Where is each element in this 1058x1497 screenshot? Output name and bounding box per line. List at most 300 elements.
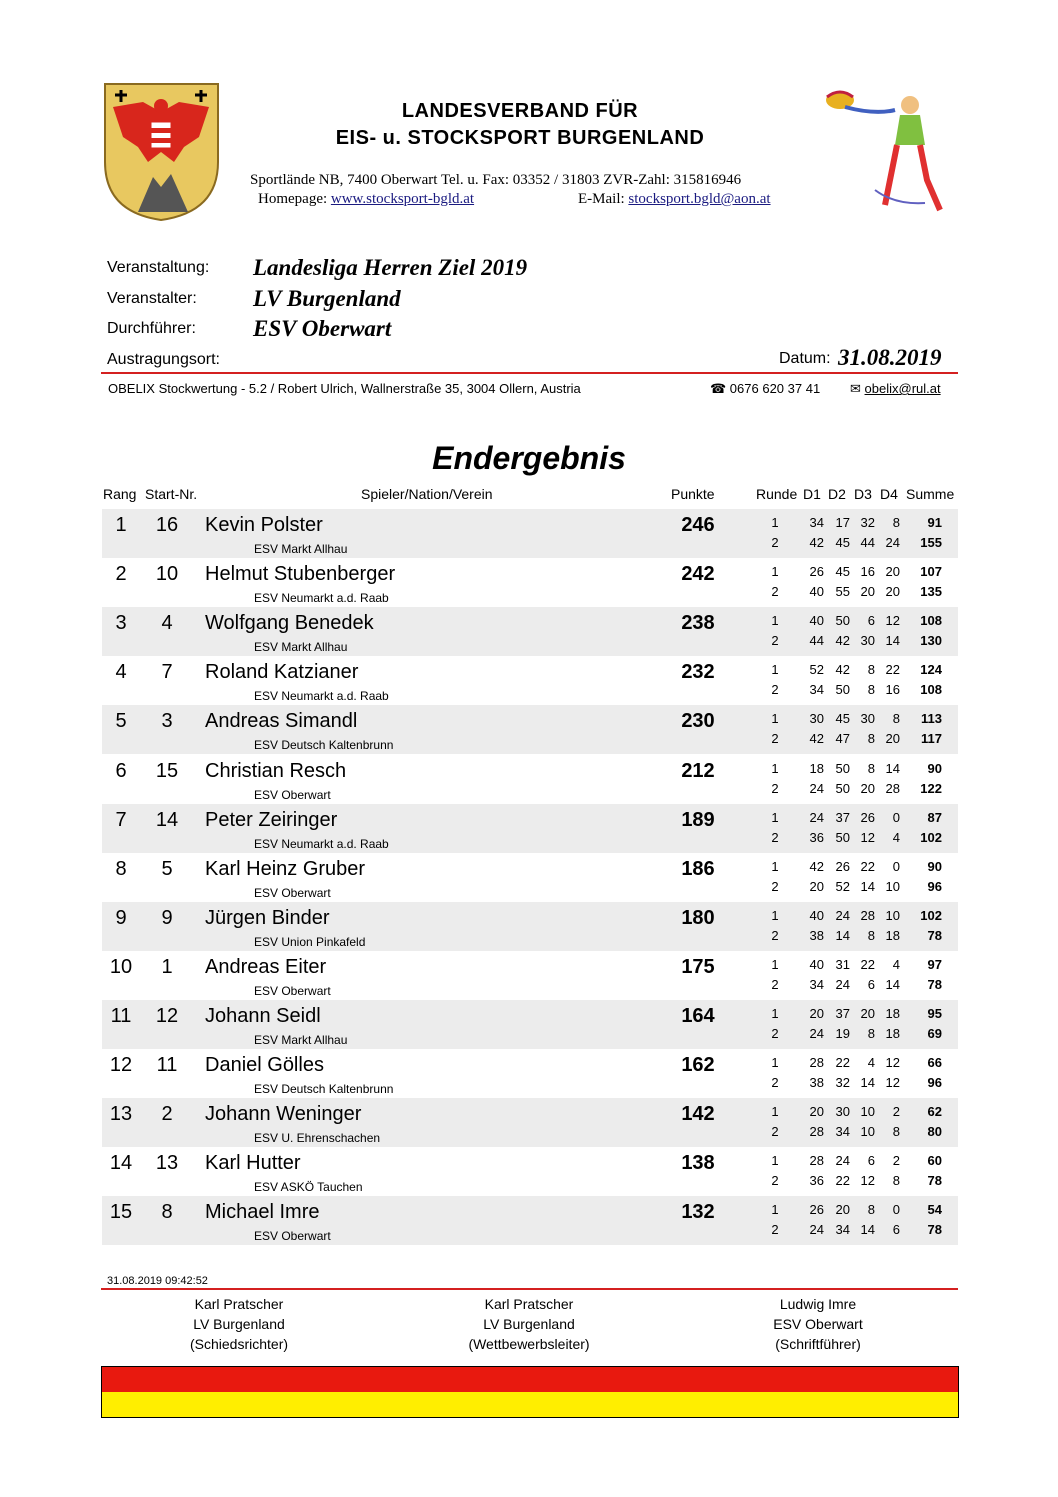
durchgang-1-cell: 20: [809, 1104, 824, 1120]
veranstalter-value: LV Burgenland: [253, 286, 401, 311]
round-number: 2: [771, 976, 779, 992]
player-club: ESV Neumarkt a.d. Raab: [254, 689, 389, 704]
durchgang-2-cell: 34: [835, 1124, 850, 1140]
round-number: 1: [771, 515, 779, 530]
points-cell: 186: [681, 857, 715, 880]
round-sum-cell: 78: [927, 927, 942, 943]
round-number: 1: [771, 711, 779, 727]
start-number-cell: 12: [155, 1005, 179, 1027]
durchgang-2-cell: 26: [835, 858, 850, 874]
durchgang-2-cell: 50: [835, 682, 850, 698]
player-name: Christian Resch: [205, 759, 347, 782]
round-number: 1: [771, 907, 779, 923]
player-club: ESV Markt Allhau: [254, 640, 348, 655]
durchgang-2-cell: 47: [835, 731, 850, 747]
durchgang-4-cell: 4: [892, 956, 900, 972]
austragungsort-label: Austragungsort:: [107, 351, 220, 368]
round-sum-cell: 108: [920, 682, 942, 698]
durchgang-4-cell: 6: [892, 1222, 900, 1238]
player-name: Andreas Eiter: [205, 955, 327, 978]
durchgang-4-cell: 22: [885, 662, 900, 678]
durchgang-3-cell: 12: [860, 1173, 875, 1189]
round-sum-cell: 69: [927, 1026, 942, 1041]
durchgang-2-cell: 19: [835, 1026, 850, 1041]
player-club: ESV Union Pinkafeld: [254, 934, 366, 949]
player-name: Michael Imre: [205, 1201, 320, 1224]
durchgang-4-cell: 0: [892, 858, 900, 874]
org-homepage-row: [258, 191, 474, 208]
durchgang-1-cell: 36: [809, 1173, 824, 1189]
player-club: ESV Markt Allhau: [254, 1033, 348, 1047]
durchgang-1-cell: 28: [809, 1153, 824, 1169]
email-link[interactable]: stocksport.bgld@aon.at: [628, 191, 771, 207]
col-d1: D1: [803, 486, 821, 502]
rank-cell: 5: [115, 710, 127, 733]
player-club: ESV Oberwart: [254, 983, 331, 998]
veranstalter-label: Veranstalter:: [107, 290, 197, 307]
durchgang-1-cell: 38: [809, 1075, 824, 1091]
player-name: Andreas Simandl: [205, 710, 358, 733]
result-row: [102, 853, 958, 902]
durchgang-4-cell: 28: [885, 780, 900, 796]
result-row: [102, 755, 958, 804]
durchgang-4-cell: 20: [885, 584, 900, 600]
rank-cell: 9: [115, 906, 127, 929]
durchgang-1-cell: 28: [809, 1124, 824, 1140]
start-number-cell: 4: [161, 612, 173, 635]
rank-cell: 14: [109, 1152, 133, 1175]
start-number-cell: 9: [161, 906, 173, 929]
durchgang-3-cell: 20: [860, 1006, 875, 1021]
round-number: 2: [771, 731, 779, 747]
player-name: Peter Zeiringer: [205, 808, 338, 831]
durchgang-3-cell: 6: [867, 1153, 875, 1169]
durchgang-1-cell: 20: [809, 1006, 824, 1021]
signature-name: Ludwig Imre: [779, 1296, 857, 1312]
round-number: 1: [771, 1104, 779, 1120]
durchgang-1-cell: 26: [809, 564, 824, 580]
points-cell: 230: [681, 710, 715, 733]
round-number: 2: [771, 927, 779, 943]
player-name: Daniel Gölles: [205, 1054, 324, 1077]
durchgang-3-cell: 14: [860, 1222, 875, 1238]
round-number: 2: [771, 1026, 779, 1041]
durchgang-1-cell: 42: [809, 535, 824, 550]
round-number: 1: [771, 662, 779, 678]
round-number: 1: [771, 1055, 779, 1071]
durchgang-1-cell: 24: [809, 1222, 824, 1238]
durchgang-4-cell: 12: [885, 1075, 900, 1091]
durchgang-1-cell: 28: [809, 1055, 824, 1071]
player-name: Wolfgang Benedek: [205, 612, 374, 635]
durchgang-2-cell: 50: [835, 780, 850, 796]
points-cell: 180: [681, 906, 715, 929]
signature-role: (Wettbewerbsleiter): [468, 1336, 590, 1352]
result-row: [102, 1049, 958, 1098]
durchgang-2-cell: 50: [835, 760, 850, 776]
round-sum-cell: 78: [927, 1173, 942, 1189]
durchgang-3-cell: 16: [860, 564, 875, 580]
durchgang-4-cell: 20: [885, 731, 900, 747]
durchgang-2-cell: 30: [835, 1104, 850, 1120]
player-club: ESV Oberwart: [254, 1229, 331, 1244]
durchgang-3-cell: 8: [867, 1202, 875, 1218]
durchgang-2-cell: 24: [835, 976, 850, 992]
durchgang-1-cell: 52: [809, 662, 824, 678]
points-cell: 238: [681, 612, 715, 635]
durchfuehrer-value: ESV Oberwart: [253, 316, 392, 341]
signature-name: Karl Pratscher: [194, 1296, 284, 1312]
player-illustration: [815, 85, 955, 220]
durchgang-4-cell: 18: [885, 927, 900, 943]
durchgang-2-cell: 34: [835, 1222, 850, 1238]
durchgang-4-cell: 14: [885, 633, 900, 649]
round-sum-cell: 78: [927, 976, 942, 992]
durchgang-2-cell: 32: [835, 1075, 850, 1091]
col-start: Start-Nr.: [145, 486, 198, 502]
durchgang-4-cell: 10: [885, 907, 900, 923]
player-name: Jürgen Binder: [205, 906, 330, 929]
points-cell: 232: [681, 661, 715, 684]
round-sum-cell: 97: [927, 956, 942, 972]
rank-cell: 15: [109, 1201, 133, 1224]
org-name-line2: EIS- u. STOCKSPORT BURGENLAND: [335, 127, 705, 149]
start-number-cell: 5: [161, 857, 173, 880]
durchgang-4-cell: 10: [885, 878, 900, 894]
round-sum-cell: 62: [927, 1104, 942, 1120]
round-number: 1: [771, 809, 779, 825]
start-number-cell: 8: [161, 1201, 173, 1224]
player-name: Karl Hutter: [205, 1152, 301, 1175]
signature-org: LV Burgenland: [193, 1316, 285, 1332]
durchgang-1-cell: 38: [809, 927, 824, 943]
durchgang-2-cell: 31: [835, 956, 850, 972]
rank-cell: 6: [115, 759, 127, 782]
points-cell: 246: [681, 514, 715, 536]
flag-yellow-stripe: [102, 1392, 958, 1417]
durchgang-3-cell: 8: [867, 760, 875, 776]
round-sum-cell: 78: [927, 1222, 942, 1238]
round-number: 2: [771, 682, 779, 698]
result-row: [102, 1147, 958, 1196]
durchgang-3-cell: 8: [867, 662, 875, 678]
durchgang-2-cell: 42: [835, 662, 850, 678]
result-row: [102, 509, 958, 558]
round-number: 2: [771, 535, 779, 550]
round-number: 1: [771, 613, 779, 629]
round-sum-cell: 124: [920, 662, 942, 678]
round-number: 2: [771, 1222, 779, 1238]
durchgang-4-cell: 4: [892, 829, 900, 845]
datum-label: Datum:: [779, 350, 831, 367]
durchgang-1-cell: 40: [809, 584, 824, 600]
durchgang-3-cell: 32: [860, 515, 875, 530]
durchgang-1-cell: 36: [809, 829, 824, 845]
durchgang-3-cell: 8: [867, 682, 875, 698]
durchgang-4-cell: 14: [885, 976, 900, 992]
header-divider: [101, 372, 958, 374]
rank-cell: 12: [109, 1054, 133, 1077]
result-row: [102, 705, 958, 754]
org-address: Sportlände NB, 7400 Oberwart Tel. u. Fax: 03352 / 31803 ZVR-Zahl: 315816946: [250, 172, 742, 188]
footer-divider: [101, 1288, 958, 1290]
durchgang-1-cell: 20: [809, 878, 824, 894]
durchgang-3-cell: 14: [860, 1075, 875, 1091]
result-row: [102, 902, 958, 951]
result-row: [102, 656, 958, 705]
durchgang-2-cell: 24: [835, 1153, 850, 1169]
round-sum-cell: 113: [921, 711, 942, 727]
round-number: 2: [771, 1075, 779, 1091]
round-sum-cell: 96: [927, 878, 942, 894]
points-cell: 132: [681, 1201, 715, 1224]
print-timestamp: 31.08.2019 09:42:52: [107, 1275, 208, 1287]
round-number: 1: [771, 1006, 779, 1021]
rank-cell: 8: [115, 857, 127, 880]
durchgang-4-cell: 12: [885, 613, 900, 629]
round-number: 2: [771, 829, 779, 845]
durchgang-2-cell: 37: [835, 809, 850, 825]
org-email-row: [578, 191, 771, 208]
start-number-cell: 10: [155, 563, 179, 586]
durchgang-1-cell: 34: [809, 682, 824, 698]
durchgang-2-cell: 50: [835, 829, 850, 845]
col-d2: D2: [828, 486, 846, 502]
player-club: ESV Deutsch Kaltenbrunn: [254, 1082, 394, 1097]
durchgang-2-cell: 45: [835, 535, 850, 550]
durchgang-1-cell: 18: [809, 760, 824, 776]
durchgang-2-cell: 50: [835, 613, 850, 629]
round-number: 2: [771, 1173, 779, 1189]
round-sum-cell: 90: [927, 858, 942, 874]
points-cell: 138: [681, 1152, 715, 1175]
round-number: 1: [771, 1153, 779, 1169]
durchgang-4-cell: 24: [885, 535, 900, 550]
durchgang-1-cell: 24: [809, 780, 824, 796]
durchgang-2-cell: 17: [835, 515, 850, 530]
result-row: [102, 951, 958, 1000]
durchgang-2-cell: 52: [835, 878, 850, 894]
round-number: 2: [771, 1124, 779, 1140]
durchgang-1-cell: 34: [809, 515, 824, 530]
points-cell: 242: [681, 563, 715, 586]
durchgang-1-cell: 44: [809, 633, 824, 649]
round-sum-cell: 102: [920, 829, 942, 845]
result-row: [102, 1000, 958, 1049]
result-row: [102, 1098, 958, 1147]
round-sum-cell: 60: [927, 1153, 942, 1169]
durchgang-4-cell: 18: [885, 1026, 900, 1041]
round-sum-cell: 90: [927, 760, 942, 776]
durchgang-3-cell: 26: [860, 809, 875, 825]
durchgang-1-cell: 34: [809, 976, 824, 992]
round-sum-cell: 107: [920, 564, 942, 580]
durchgang-2-cell: 37: [835, 1006, 850, 1021]
round-number: 2: [771, 878, 779, 894]
player-name: Johann Weninger: [205, 1103, 362, 1126]
homepage-link[interactable]: www.stocksport-bgld.at: [330, 191, 475, 207]
durchgang-2-cell: 22: [835, 1055, 850, 1071]
durchgang-3-cell: 30: [860, 711, 875, 727]
player-club: ESV Markt Allhau: [254, 542, 348, 556]
durchgang-4-cell: 0: [892, 1202, 900, 1218]
result-row: [102, 1196, 958, 1245]
rank-cell: 13: [109, 1103, 133, 1126]
flag-red-stripe: [102, 1367, 958, 1392]
player-club: ESV Oberwart: [254, 885, 331, 900]
round-sum-cell: 122: [920, 780, 942, 796]
durchgang-1-cell: 40: [809, 956, 824, 972]
round-sum-cell: 91: [927, 515, 942, 530]
player-name: Karl Heinz Gruber: [205, 857, 366, 880]
points-cell: 142: [681, 1103, 715, 1126]
durchgang-3-cell: 10: [860, 1104, 875, 1120]
software-phone: ☎ 0676 620 37 41: [710, 381, 821, 396]
durchgang-1-cell: 40: [809, 907, 824, 923]
durchgang-4-cell: 2: [892, 1153, 900, 1169]
player-club: ESV U. Ehrenschachen: [254, 1131, 381, 1146]
durchgang-3-cell: 30: [860, 633, 875, 649]
durchgang-2-cell: 42: [835, 633, 850, 649]
player-name: Johann Seidl: [205, 1005, 321, 1027]
round-number: 1: [771, 858, 779, 874]
signature-org: LV Burgenland: [483, 1316, 575, 1332]
coat-of-arms-logo: [103, 82, 220, 222]
durchgang-2-cell: 20: [835, 1202, 850, 1218]
durchgang-2-cell: 45: [835, 711, 850, 727]
start-number-cell: 15: [155, 759, 179, 782]
col-rang: Rang: [103, 486, 137, 502]
rank-cell: 3: [115, 612, 127, 635]
round-number: 2: [771, 633, 779, 649]
veranstaltung-value: Landesliga Herren Ziel 2019: [253, 255, 528, 280]
durchgang-3-cell: 44: [860, 535, 875, 550]
col-d4: D4: [880, 486, 898, 502]
durchgang-1-cell: 24: [809, 1026, 824, 1041]
round-sum-cell: 66: [927, 1055, 942, 1071]
durchgang-3-cell: 12: [860, 829, 875, 845]
points-cell: 164: [681, 1005, 715, 1027]
durchgang-2-cell: 22: [835, 1173, 850, 1189]
signature-name: Karl Pratscher: [484, 1296, 574, 1312]
mail-icon: ✉: [850, 381, 861, 396]
rank-cell: 7: [115, 808, 127, 831]
player-club: ESV Neumarkt a.d. Raab: [254, 591, 389, 606]
durchgang-1-cell: 26: [809, 1202, 824, 1218]
durchgang-3-cell: 8: [867, 927, 875, 943]
durchgang-3-cell: 22: [860, 956, 875, 972]
software-mail-row: [850, 381, 941, 397]
col-d3: D3: [854, 486, 872, 502]
round-number: 2: [771, 584, 779, 600]
durchgang-3-cell: 6: [867, 613, 875, 629]
points-cell: 212: [681, 759, 715, 782]
durchgang-3-cell: 28: [860, 907, 875, 923]
durchgang-1-cell: 42: [809, 858, 824, 874]
round-sum-cell: 95: [927, 1006, 942, 1021]
start-number-cell: 14: [155, 808, 179, 831]
durchgang-3-cell: 20: [860, 584, 875, 600]
rank-cell: 1: [115, 514, 127, 536]
durchgang-1-cell: 30: [809, 711, 824, 727]
player-club: ESV Oberwart: [254, 787, 331, 802]
start-number-cell: 13: [155, 1152, 179, 1175]
rank-cell: 10: [109, 955, 133, 978]
start-number-cell: 3: [161, 710, 173, 733]
round-sum-cell: 117: [921, 731, 942, 747]
start-number-cell: 7: [161, 661, 173, 684]
round-sum-cell: 108: [920, 613, 942, 629]
signature-block: [119, 1294, 359, 1354]
col-summe: Summe: [906, 486, 955, 502]
player-club: ESV Deutsch Kaltenbrunn: [254, 738, 394, 753]
round-sum-cell: 87: [927, 809, 942, 825]
player-club: ESV Neumarkt a.d. Raab: [254, 836, 389, 851]
round-sum-cell: 135: [920, 584, 942, 600]
rank-cell: 11: [110, 1005, 132, 1027]
durchgang-4-cell: 16: [885, 682, 900, 698]
durchgang-3-cell: 22: [860, 858, 875, 874]
signature-block: [409, 1294, 649, 1354]
durchfuehrer-label: Durchführer:: [107, 320, 196, 337]
round-sum-cell: 80: [927, 1124, 942, 1140]
start-number-cell: 2: [161, 1103, 173, 1126]
signature-role: (Schriftführer): [775, 1336, 861, 1352]
round-sum-cell: 96: [927, 1075, 942, 1091]
durchgang-4-cell: 8: [892, 1173, 900, 1189]
rank-cell: 2: [115, 563, 127, 586]
durchgang-2-cell: 45: [835, 564, 850, 580]
durchgang-4-cell: 8: [892, 1124, 900, 1140]
durchgang-4-cell: 20: [885, 564, 900, 580]
start-number-cell: 16: [155, 514, 179, 536]
col-runde: Runde: [756, 486, 798, 502]
round-number: 2: [771, 780, 779, 796]
durchgang-3-cell: 4: [867, 1055, 875, 1071]
homepage-label: Homepage:: [258, 191, 328, 207]
points-cell: 175: [681, 955, 715, 978]
durchgang-1-cell: 24: [809, 809, 824, 825]
points-cell: 162: [681, 1054, 715, 1077]
result-row: [102, 804, 958, 853]
round-sum-cell: 102: [920, 907, 942, 923]
durchgang-2-cell: 14: [835, 927, 850, 943]
result-row: [102, 558, 958, 607]
signature-org: ESV Oberwart: [773, 1316, 863, 1332]
durchgang-3-cell: 8: [867, 1026, 875, 1041]
round-number: 1: [771, 1202, 779, 1218]
software-mail-link[interactable]: obelix@rul.at: [864, 381, 941, 396]
col-punkte: Punkte: [671, 486, 715, 502]
player-name: Kevin Polster: [205, 514, 323, 536]
org-name-line1: LANDESVERBAND FÜR: [401, 100, 639, 122]
durchgang-3-cell: 8: [867, 731, 875, 747]
durchgang-4-cell: 8: [892, 711, 900, 727]
points-cell: 189: [681, 808, 715, 831]
durchgang-2-cell: 24: [835, 907, 850, 923]
round-number: 1: [771, 956, 779, 972]
durchgang-4-cell: 12: [885, 1055, 900, 1071]
round-sum-cell: 130: [920, 633, 942, 649]
start-number-cell: 11: [156, 1054, 178, 1077]
signature-block: [698, 1294, 938, 1354]
durchgang-4-cell: 0: [892, 809, 900, 825]
col-spieler: Spieler/Nation/Verein: [361, 486, 493, 502]
signature-role: (Schiedsrichter): [189, 1336, 289, 1352]
veranstaltung-label: Veranstaltung:: [107, 259, 210, 276]
durchgang-4-cell: 8: [892, 515, 900, 530]
durchgang-3-cell: 14: [860, 878, 875, 894]
